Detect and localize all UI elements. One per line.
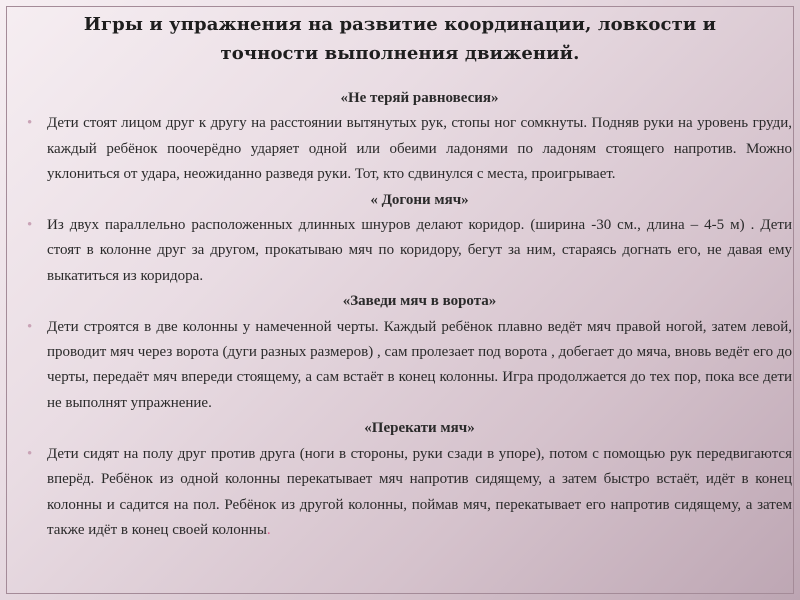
paragraph-text: Дети сидят на полу друг против друга (ноги в стороны, руки сзади в упоре), потом с помощью рук передвигаются вперёд. Ребёнок из одной колонны перекатывает мяч напротив сидящему, а затем быстро встаёт, идёт в конец колонны и садится на пол. Ребёнок из другой колонны, поймав мяч, перекатывает его напротив сидящему, а затем также идёт в конец своей колонны — [47, 445, 792, 538]
bullet-icon: • — [27, 115, 33, 132]
bullet-icon: • — [27, 318, 33, 335]
slide-title: Игры и упражнения на развитие координации, ловкости и точности выполнения движений. — [83, 14, 717, 64]
section-text-roll-ball — [22, 442, 792, 544]
section-heading-roll-ball: «Перекати мяч» — [364, 420, 475, 437]
section-text-balance — [22, 111, 792, 187]
section-heading-catch-ball: « Догони мяч» — [370, 191, 469, 208]
bullet-icon: • — [27, 217, 33, 234]
paragraph-text: Из двух параллельно расположенных длинных шнуров делают коридор. (ширина -30 см., длина – 4-5 м) . Дети стоят в колонне друг за другом, прокатываю мяч по коридору, бегут за ним, стараясь догнать его, не давая ему выкатиться из коридора. — [47, 217, 792, 284]
bullet-icon: • — [27, 445, 33, 462]
section-text-catch-ball — [22, 213, 792, 289]
slide-content — [22, 86, 792, 543]
section-text-goal — [22, 315, 792, 417]
trailing-period: . — [266, 521, 271, 538]
paragraph-text: Дети строятся в две колонны у намеченной черты. Каждый ребёнок плавно ведёт мяч правой ногой, затем левой, проводит мяч через ворота (дуги разных размеров) , сам пролезает под ворота , добегает до мяча, вновь ведёт его до черты, передаёт мяч впереди стоящему, а сам встаёт в конец колонны. Игра продолжается до тех пор, пока все дети не выполнят упражнение. — [47, 318, 792, 411]
section-heading-balance: «Не теряй равновесия» — [340, 90, 499, 106]
paragraph-text: Дети стоят лицом друг к другу на расстоянии вытянутых рук, стопы ног сомкнуты. Подняв руки на уровень груди, каждый ребёнок поочерёдно ударяет одной или обеими ладонями по ладоням стоящего напротив. Можно уклониться от удара, неожиданно разведя руки. Тот, кто сдвинулся с места, проигрывает. — [47, 115, 792, 183]
section-heading-goal: «Заведи мяч в ворота» — [342, 293, 497, 310]
